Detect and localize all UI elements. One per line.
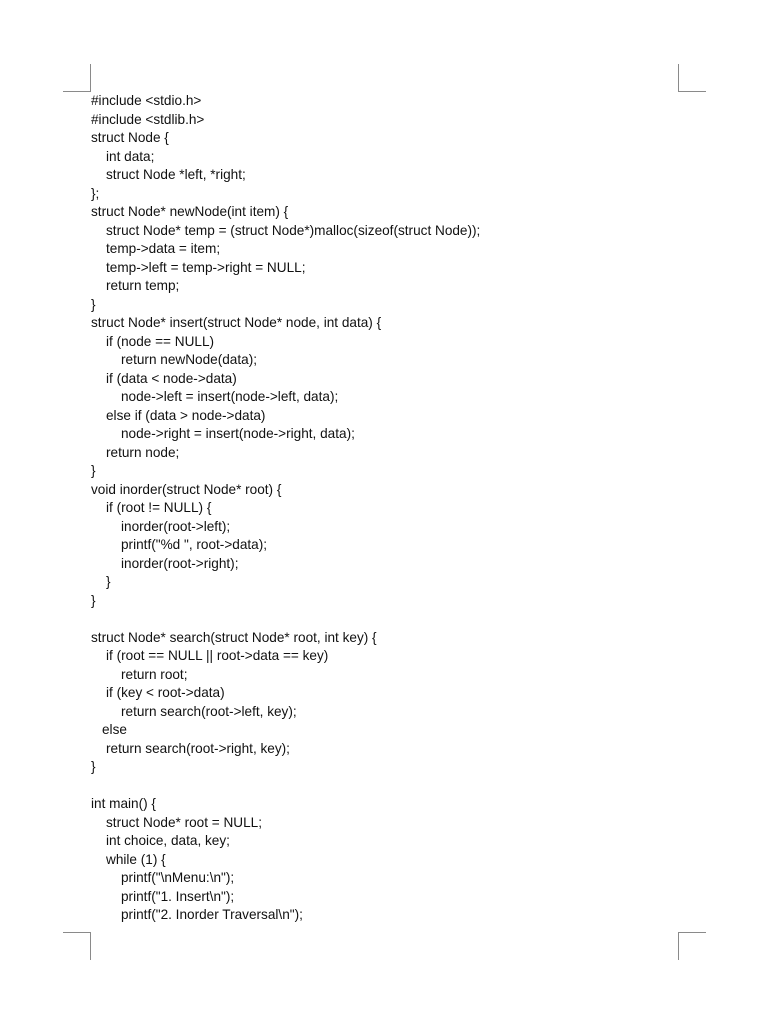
code-line: struct Node* newNode(int item) { [91, 204, 289, 219]
code-line: printf("\nMenu:\n"); [121, 870, 235, 885]
code-line: struct Node* search(struct Node* root, int key) { [91, 629, 377, 645]
crop-mark-bottom-left-horizontal [63, 932, 91, 933]
crop-mark-bottom-right-vertical [678, 932, 679, 960]
code-line: #include <stdlib.h> [91, 111, 205, 127]
code-line: if (root != NULL) { [106, 500, 212, 515]
code-line [91, 610, 731, 629]
code-line: } [91, 296, 96, 312]
code-line: if (node == NULL) [106, 333, 215, 349]
code-line: return temp; [106, 278, 180, 293]
code-line: } [91, 759, 96, 774]
crop-mark-bottom-right-horizontal [678, 932, 706, 933]
code-line: return search(root->left, key); [121, 703, 297, 719]
code-line: return node; [106, 444, 180, 460]
code-line: int choice, data, key; [106, 833, 230, 848]
code-line: } [91, 592, 96, 608]
code-line: return root; [121, 666, 188, 682]
code-line: node->left = insert(node->left, data); [121, 389, 339, 404]
code-line: struct Node* insert(struct Node* node, int data) { [91, 315, 382, 330]
code-listing [91, 92, 731, 925]
code-line: printf("%d ", root->data); [121, 537, 268, 552]
crop-mark-bottom-left-vertical [90, 932, 91, 960]
code-line: node->right = insert(node->right, data); [121, 426, 355, 441]
code-line: return newNode(data); [121, 352, 258, 367]
crop-mark-top-left-horizontal [63, 91, 91, 92]
code-line: struct Node* root = NULL; [106, 814, 263, 830]
code-line: printf("1. Insert\n"); [121, 888, 235, 904]
code-line: inorder(root->left); [121, 518, 231, 534]
crop-mark-top-left-vertical [90, 64, 91, 92]
code-line: int data; [106, 148, 155, 164]
code-line: struct Node *left, *right; [106, 167, 246, 182]
code-line: } [91, 463, 96, 478]
code-line: else [102, 722, 127, 737]
code-line: } [106, 574, 111, 589]
code-line: if (data < node->data) [106, 370, 237, 386]
code-line: struct Node* temp = (struct Node*)malloc(sizeof(struct Node)); [106, 222, 481, 238]
code-line: temp->data = item; [106, 241, 221, 256]
code-line [91, 777, 731, 796]
code-line: return search(root->right, key); [106, 740, 290, 756]
code-line: if (root == NULL || root->data == key) [106, 648, 329, 663]
code-line: temp->left = temp->right = NULL; [106, 259, 306, 275]
code-line: else if (data > node->data) [106, 407, 266, 423]
code-line: #include <stdio.h> [91, 93, 202, 108]
code-line: while (1) { [106, 851, 166, 867]
code-line: printf("2. Inorder Traversal\n"); [121, 907, 303, 922]
code-line: void inorder(struct Node* root) { [91, 481, 282, 497]
code-line: }; [91, 185, 100, 201]
crop-mark-top-right-vertical [678, 64, 679, 92]
code-line: int main() { [91, 796, 156, 811]
code-line: struct Node { [91, 130, 169, 145]
code-line: inorder(root->right); [121, 555, 239, 571]
code-line: if (key < root->data) [106, 685, 225, 700]
